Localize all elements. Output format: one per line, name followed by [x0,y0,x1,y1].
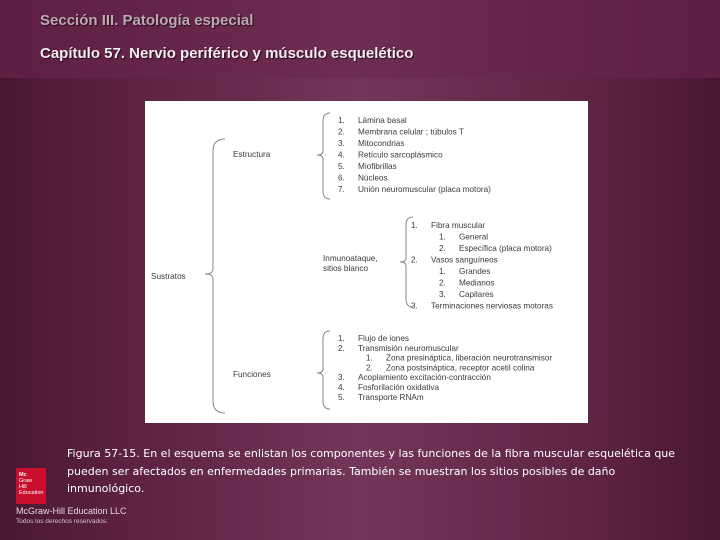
estructura-item-text: Lámina basal [358,116,407,125]
estructura-item-number: 1. [338,116,345,125]
inmuno-item-number: 3. [411,301,418,311]
inmuno-item-number: 3. [439,290,446,299]
funciones-item-number: 3. [338,373,345,383]
publisher-name: McGraw-Hill Education LLC [16,506,127,516]
section-title: Sección III. Patología especial [40,12,254,29]
estructura-item-number: 7. [338,185,345,194]
estructura-item-text: Membrana celular ; túbulos T [358,127,464,137]
inmuno-item-number: 2. [439,278,446,288]
inmuno-item-number: 1. [439,232,446,242]
funciones-brace [317,331,330,409]
figure-caption: Figura 57-15. En el esquema se enlistan los componentes y las funciones de la fibra muscular esquelética que pueden ser afectados en enfermedades primarias. También se muestran los sitios posibles de daño inmunológico. [67,447,676,495]
inmuno-item-text: Medianos [459,278,495,288]
estructura-item-number: 5. [338,162,345,171]
funciones-list [338,334,552,402]
funciones-item-number: 2. [338,343,345,353]
funciones-item-number: 2. [366,363,373,373]
chapter-title: Capítulo 57. Nervio periférico y músculo esquelético [40,45,414,62]
estructura-item-number: 3. [338,139,345,148]
funciones-item-text: Transporte RNAm [358,392,424,402]
inmuno-item-text: Capilares [459,290,494,299]
inmuno-item-text: Grandes [459,267,491,276]
estructura-item-number: 6. [338,173,345,183]
estructura-item-number: 4. [338,150,345,160]
publisher-logo: Mc Graw Hill Education [16,468,46,504]
funciones-item-number: 1. [366,353,373,363]
figure-diagram [145,101,588,423]
funciones-item-text: Transmisión neuromuscular [358,343,459,353]
rights-notice: Todos los derechos reservados. [16,518,108,525]
funciones-item-text: Fosforilación oxidativa [358,383,440,392]
inmuno-label-line2: sitios blanco [323,264,369,273]
inmuno-item-number: 1. [411,221,418,230]
estructura-item-text: Unión neuromuscular (placa motora) [358,185,491,194]
diagram-svg [145,101,588,423]
inmuno-list [411,221,553,311]
funciones-item-text: Acoplamiento excitación-contracción [358,373,491,383]
inmuno-item-number: 2. [439,244,446,253]
estructura-item-text: Retículo sarcoplásmico [358,150,443,160]
inmuno-item-text: Vasos sanguíneos [431,255,498,265]
estructura-item-number: 2. [338,127,345,137]
funciones-item-text: Zona presináptica, liberación neurotransmisor [386,353,553,363]
estructura-item-text: Miofibrillas [358,162,397,171]
funciones-item-text: Zona postsináptica, receptor acetil colina [386,363,535,373]
estructura-brace [317,113,330,199]
funciones-item-number: 4. [338,383,345,392]
inmuno-label-line1: Inmunoataque, [323,254,378,263]
funciones-label: Funciones [233,370,271,379]
inmuno-item-text: General [459,232,489,242]
estructura-list [338,116,491,194]
funciones-item-text: Flujo de iones [358,334,409,343]
root-label: Sustratos [151,272,186,281]
inmuno-item-text: Terminaciones nerviosas motoras [431,301,553,311]
inmuno-item-text: Específica (placa motora) [459,244,552,253]
estructura-item-text: Mitocondrias [358,139,405,148]
estructura-item-text: Núcleos [358,173,388,183]
root-brace [205,139,225,413]
funciones-item-number: 5. [338,392,345,402]
inmuno-item-text: Fibra muscular [431,221,486,230]
inmuno-item-number: 2. [411,255,418,265]
inmuno-item-number: 1. [439,267,446,276]
estructura-label: Estructura [233,150,271,159]
funciones-item-number: 1. [338,334,345,343]
